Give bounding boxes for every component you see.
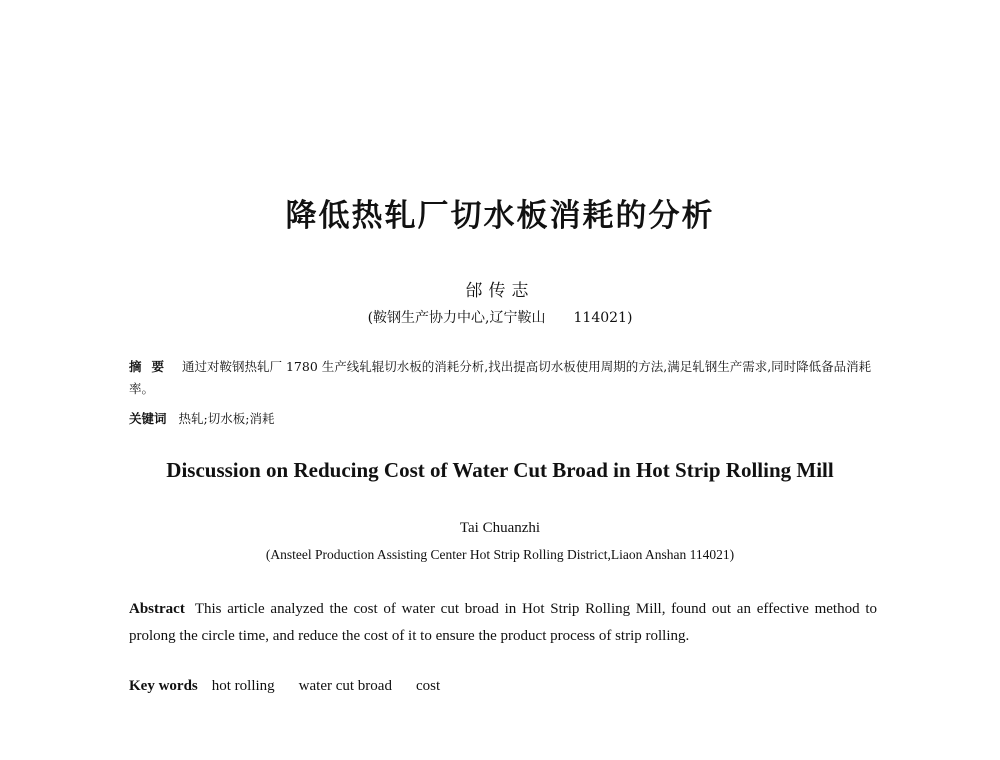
- english-keywords-label: Key words: [129, 678, 198, 694]
- chinese-postal-code: 114021): [573, 310, 633, 326]
- chinese-author: 邰传志: [465, 281, 535, 301]
- chinese-keywords: [129, 409, 877, 427]
- chinese-abstract: [129, 356, 877, 400]
- chinese-title: 降低热轧厂切水板消耗的分析: [285, 198, 715, 234]
- chinese-affiliation: [0, 307, 1000, 327]
- keyword-item: hot rolling: [211, 678, 275, 694]
- english-author: Tai Chuanzhi: [459, 520, 541, 536]
- english-abstract-label: Abstract: [129, 601, 185, 617]
- english-affiliation: (Ansteel Production Assisting Center Hot Strip Rolling District,Liaon Anshan 114021): [265, 547, 735, 562]
- english-keywords: [129, 678, 877, 695]
- english-title: Discussion on Reducing Cost of Water Cut Broad in Hot Strip Rolling Mill: [166, 458, 834, 482]
- chinese-keywords-text: 热轧;切水板;消耗: [178, 411, 275, 426]
- chinese-keywords-label: 关键词: [129, 411, 167, 426]
- keyword-item: cost: [415, 678, 441, 694]
- english-abstract-text: This article analyzed the cost of water cut broad in Hot Strip Rolling Mill, found out an effective method to prolong the circle time, and reduce the cost of it to ensure the product process of strip rolling.: [129, 601, 877, 644]
- keyword-item: water cut broad: [298, 678, 392, 694]
- english-abstract: [129, 596, 877, 650]
- chinese-abstract-label: 摘要: [129, 359, 175, 374]
- chinese-abstract-text: 通过对鞍钢热轧厂 1780 生产线轧辊切水板的消耗分析,找出提高切水板使用周期的方法,满足轧钢生产需求,同时降低备品消耗率。: [129, 359, 872, 396]
- chinese-affiliation-text: (鞍钢生产协力中心,辽宁鞍山: [367, 310, 546, 326]
